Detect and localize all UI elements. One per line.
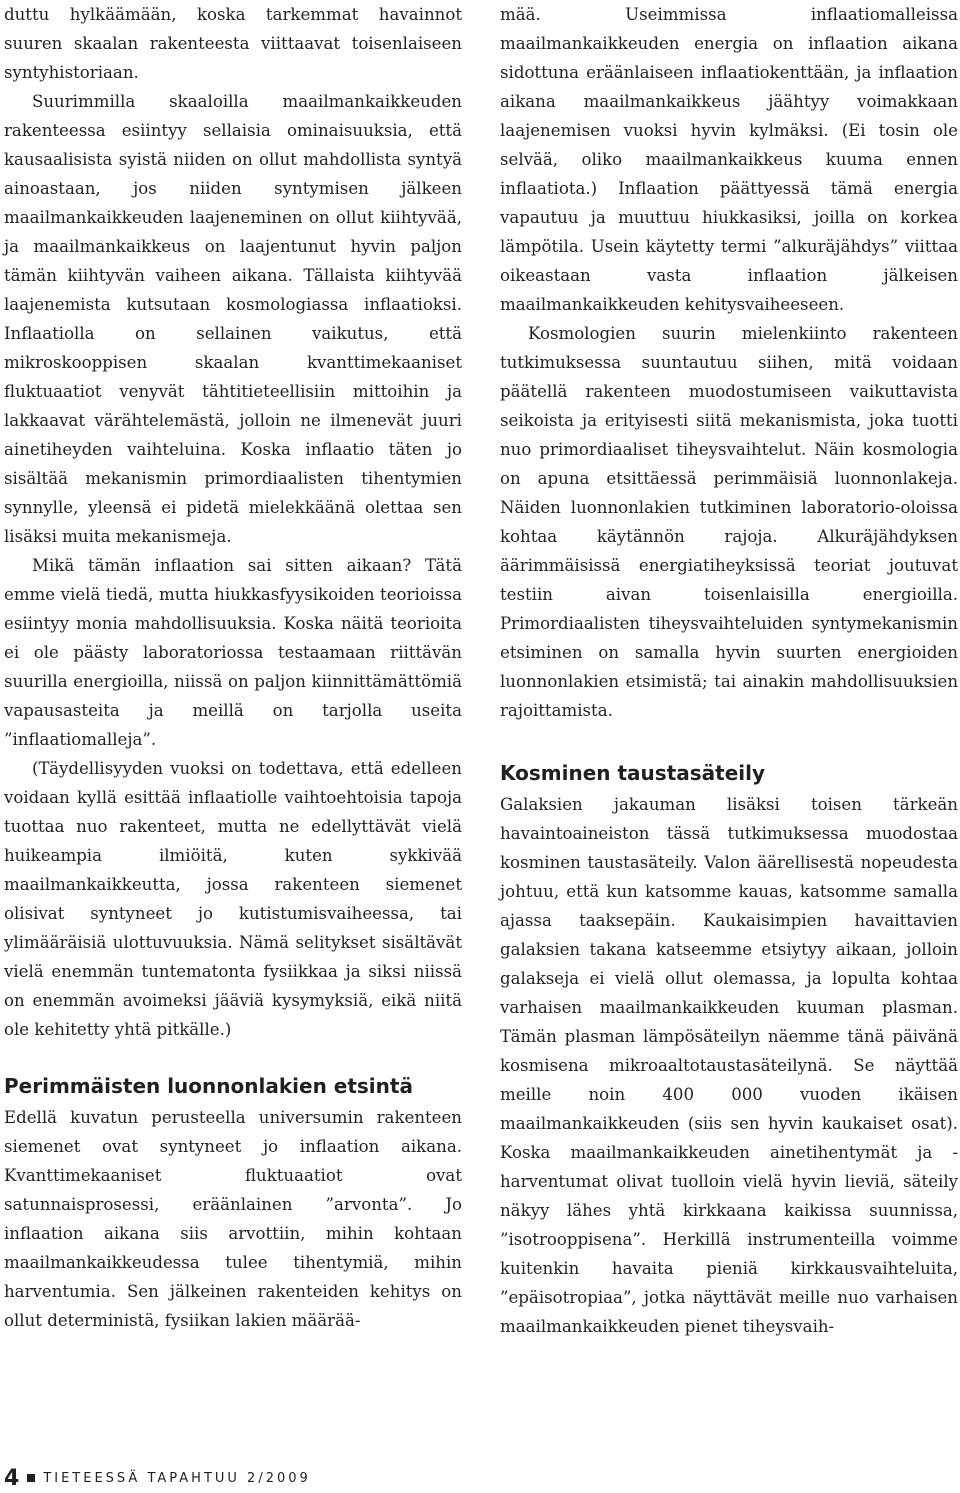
right-section-paragraph: Galaksien jakauman lisäksi toisen tärkeän havaintoaineiston tässä tutkimuksessa muodostaa kosminen taustasäteily. Valon äärellisestä nopeudesta johtuu, että kun katsomme kauas, katsomme samalla ajassa taaksepäin. Kaukaisimpien havaittavien galaksien takana katseemme etsiytyy aikaan, jolloin galakseja ei vielä ollut olemassa, ja lopulta kohtaa varhaisen maailmankaikkeuden kuuman plasman. Tämän plasman lämpösäteilyn näemme tänä päivänä kosmisena mikroaaltotaustasäteilynä. Se näyttää meille noin 400 000 vuoden ikäisen maailmankaikkeuden (siis sen hyvin kaukaiset osat). Koska maailmankaikkeuden ainetihentymät ja -harventumat olivat tuolloin vielä hyvin lieviä, säteily näkyy lähes yhtä kirkkaana kaikissa suunnissa, ”isotrooppisena”. Herkillä instrumenteilla voimme kuitenkin havaita pieniä kirkkausvaihteluita, ”epäisotropiaa”, jotka näyttävät meille nuo varhaisen maailmankaikkeuden pienet tiheysvaih- bbox=[500, 795, 958, 1336]
section-heading-luonnonlakien-etsinta: Perimmäisten luonnonlakien etsintä bbox=[4, 1074, 413, 1098]
left-paragraph-1: duttu hylkäämään, koska tarkemmat havainnot suuren skaalan rakenteesta viittaavat toisenlaiseen syntyhistoriaan. bbox=[4, 5, 462, 82]
page-footer bbox=[4, 1466, 311, 1490]
page-number: 4 bbox=[4, 1465, 20, 1491]
square-bullet-icon bbox=[27, 1474, 35, 1482]
left-section-paragraph: Edellä kuvatun perusteella universumin rakenteen siemenet ovat syntyneet jo inflaation aikana. Kvanttimekaaniset fluktuaatiot ovat satunnaisprosessi, eräänlainen ”arvonta”. Jo inflaation aikana siis arvottiin, mihin kohtaan maailmankaikkeudessa tulee tihentymiä, mihin harventumia. Sen jälkeinen rakenteiden kehitys on ollut deterministä, fysiikan lakien määrää- bbox=[4, 1108, 462, 1330]
right-column bbox=[500, 0, 958, 1341]
left-paragraph-2: Suurimmilla skaaloilla maailmankaikkeuden rakenteessa esiintyy sellaisia ominaisuuksia, että kausaalisista syistä niiden on ollut mahdollista syntyä ainoastaan, jos niiden syntymisen jälkeen maailmankaikkeuden laajeneminen on ollut kiihtyvää, ja maailmankaikkeus on laajentunut hyvin paljon tämän kiihtyvän vaiheen aikana. Tällaista kiihtyvää laajenemista kutsutaan kosmologiassa inflaatioksi. Inflaatiolla on sellainen vaikutus, että mikroskooppisen skaalan kvanttimekaaniset fluktuaatiot venyvät tähtitieteellisiin mittoihin ja lakkaavat värähtelemästä, jolloin ne ilmenevät juuri ainetiheyden vaihteluina. Koska inflaatio täten jo sisältää mekanismin primordiaalisten tihentymien synnylle, yleensä ei pidetä mielekkäänä olettaa sen lisäksi muita mekanismeja. bbox=[4, 92, 462, 546]
left-paragraph-4: (Täydellisyyden vuoksi on todettava, että edelleen voidaan kyllä esittää inflaatiolle vaihtoehtoisia tapoja tuottaa nuo rakenteet, mutta ne edellyttävät vielä huikeampia ilmiöitä, kuten sykkivää maailmankaikkeutta, jossa rakenteen siemenet olisivat syntyneet jo kutistumisvaiheessa, tai ylimääräisiä ulottuvuuksia. Nämä selitykset sisältävät vielä enemmän tuntematonta fysiikkaa ja siksi niissä on enemmän avoimeksi jääviä kysymyksiä, eikä niitä ole kehitetty yhtä pitkälle.) bbox=[4, 759, 462, 1039]
section-heading-kosminen-taustasateily: Kosminen taustasäteily bbox=[500, 761, 766, 785]
journal-name: TIETEESSÄ TAPAHTUU 2/2009 bbox=[43, 1470, 311, 1486]
left-column bbox=[4, 0, 462, 1335]
right-paragraph-2: Kosmologien suurin mielenkiinto rakenteen tutkimuksessa suuntautuu siihen, mitä voidaan päätellä rakenteen muodostumiseen vaikuttavista seikoista ja erityisesti siitä mekanismista, joka tuotti nuo primordiaaliset tiheysvaihtelut. Näin kosmologia on apuna etsittäessä perimmäisiä luonnonlakeja. Näiden luonnonlakien tutkiminen laboratorio-oloissa kohtaa käytännön rajoja. Alkuräjähdyksen äärimmäisissä energiatiheyksissä teoriat joutuvat testiin aivan toisenlaisilla energioilla. Primordiaalisten tiheysvaihteluiden syntymekanismin etsiminen on samalla hyvin suurten energioiden luonnonlakien etsimistä; tai ainakin mahdollisuuksien rajoittamista. bbox=[500, 324, 958, 720]
left-paragraph-3: Mikä tämän inflaation sai sitten aikaan? Tätä emme vielä tiedä, mutta hiukkasfyysikoiden teorioissa esiintyy monia mahdollisuuksia. Koska näitä teorioita ei ole päästy laboratoriossa testaamaan riittävän suurilla energioilla, niissä on paljon kiinnittämättömiä vapausasteita ja meillä on tarjolla useita ”inflaatiomalleja”. bbox=[4, 556, 462, 749]
right-paragraph-1: mää. Useimmissa inflaatiomalleissa maailmankaikkeuden energia on inflaation aikana sidottuna eräänlaiseen inflaatiokenttään, ja inflaation aikana maailmankaikkeus jäähtyy voimakkaan laajenemisen vuoksi hyvin kylmäksi. (Ei tosin ole selvää, oliko maailmankaikkeus kuuma ennen inflaatiota.) Inflaation päättyessä tämä energia vapautuu ja muuttuu hiukkasiksi, joilla on korkea lämpötila. Usein käytetty termi ”alkuräjähdys” viittaa oikeastaan vasta inflaation jälkeisen maailmankaikkeuden kehitysvaiheeseen. bbox=[500, 5, 958, 314]
column-divider bbox=[479, 0, 480, 1400]
